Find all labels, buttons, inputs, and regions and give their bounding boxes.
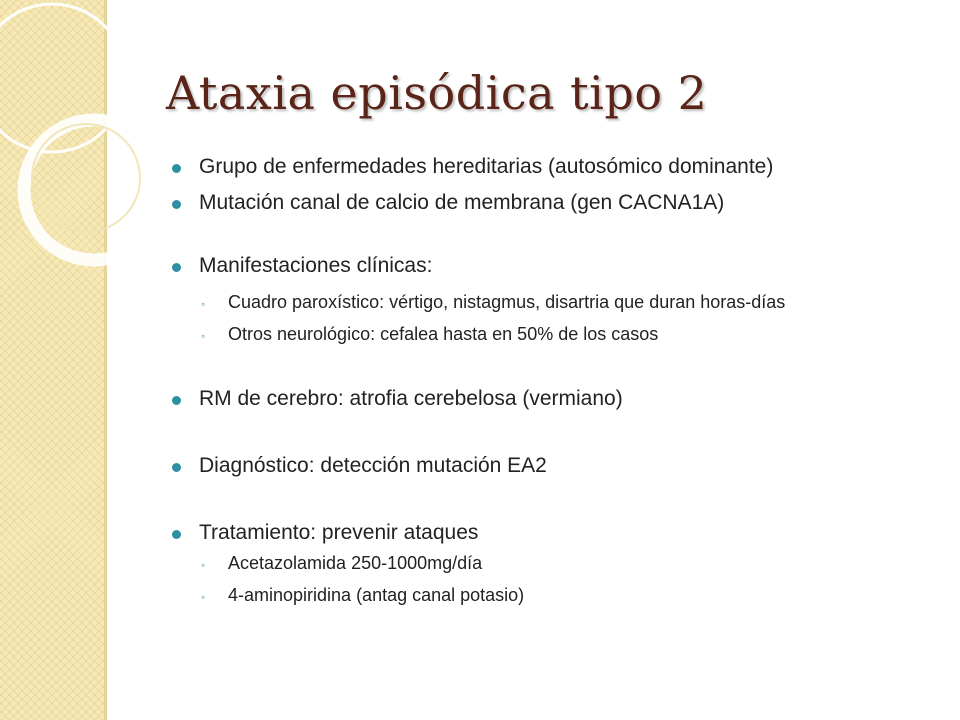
bullet-text: Manifestaciones clínicas: — [199, 254, 433, 277]
bullet-dot-icon — [172, 164, 181, 173]
sub-bullet-text: Cuadro paroxístico: vértigo, nistagmus, disartria que duran horas-días — [228, 292, 786, 312]
sub-bullet-ring-icon: ◦ — [201, 329, 206, 343]
bullet-dot-icon — [172, 463, 181, 472]
bullet-text: RM de cerebro: atrofia cerebelosa (vermiano) — [199, 387, 623, 410]
sub-bullet-ring-icon: ◦ — [201, 590, 206, 604]
slide-title: Ataxia episódica tipo 2 — [166, 66, 708, 120]
sub-bullet-ring-icon: ◦ — [201, 297, 206, 311]
bullet-dot-icon — [172, 530, 181, 539]
sub-bullet-text: Acetazolamida 250-1000mg/día — [228, 553, 483, 573]
bullet-dot-icon — [172, 396, 181, 405]
bullet-dot-icon — [172, 263, 181, 272]
bullet-text: Tratamiento: prevenir ataques — [199, 521, 479, 544]
sub-bullet-text: 4-aminopiridina (antag canal potasio) — [228, 585, 525, 605]
bullet-dot-icon — [172, 200, 181, 209]
bullet-text: Grupo de enfermedades hereditarias (autosómico dominante) — [199, 155, 774, 178]
sub-bullet-text: Otros neurológico: cefalea hasta en 50% de los casos — [228, 324, 659, 344]
sub-bullet-ring-icon: ◦ — [201, 558, 206, 572]
decorative-rings — [0, 0, 200, 320]
decorative-ring-inner — [32, 124, 140, 232]
decorative-ring-medium-thick — [24, 120, 164, 260]
bullet-text: Mutación canal de calcio de membrana (gen CACNA1A) — [199, 191, 725, 214]
bullet-text: Diagnóstico: detección mutación EA2 — [199, 454, 547, 477]
